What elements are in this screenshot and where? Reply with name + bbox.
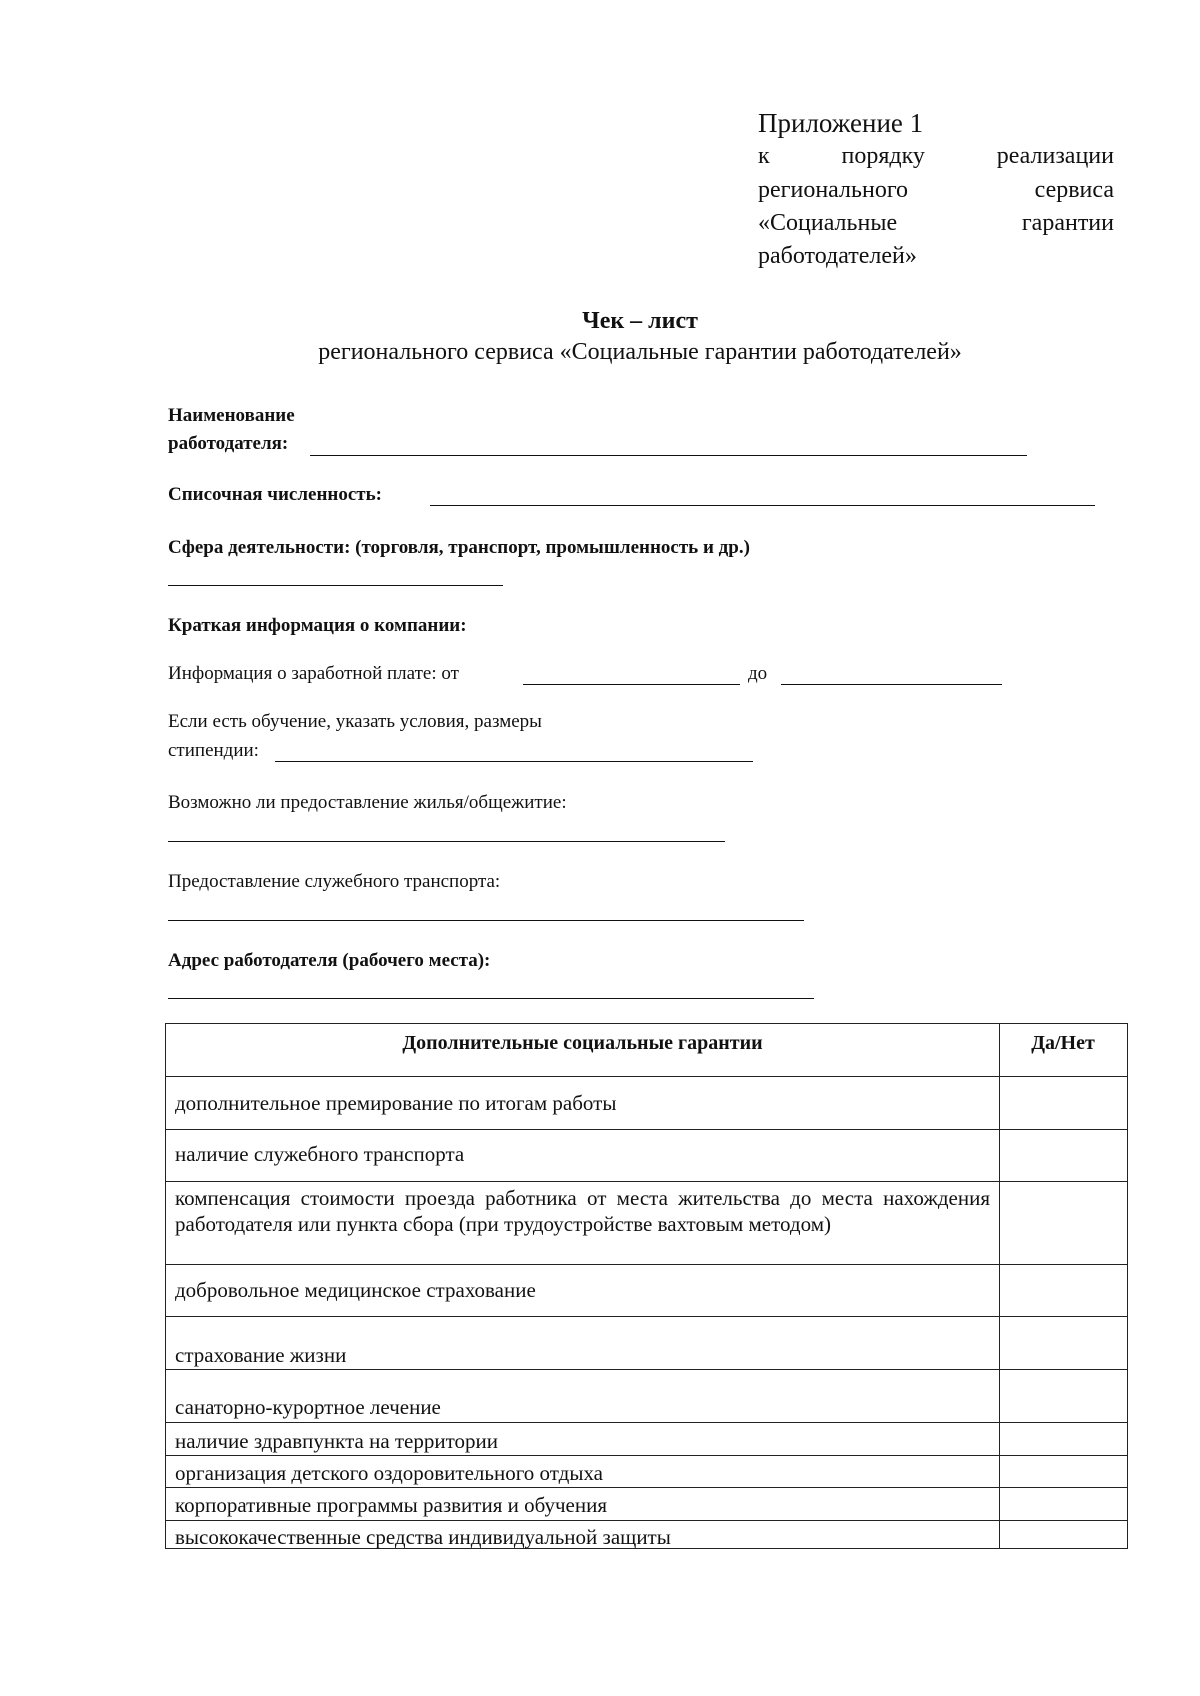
appendix-word: реализации	[996, 143, 1114, 169]
answer-cell-life-insurance[interactable]	[1001, 1318, 1127, 1368]
answer-cell-medical-insurance[interactable]	[1001, 1266, 1127, 1315]
answer-cell-protective-equipment[interactable]	[1001, 1522, 1127, 1548]
table-row-border	[166, 1369, 1127, 1370]
appendix-word: гарантии	[1021, 210, 1114, 236]
table-row-transport: наличие служебного транспорта	[175, 1142, 465, 1166]
table-header-guarantee: Дополнительные социальные гарантии	[402, 1032, 763, 1054]
answer-cell-transport[interactable]	[1001, 1131, 1127, 1180]
appendix-line-2	[758, 177, 1114, 204]
appendix-word: сервиса	[1034, 177, 1114, 203]
appendix-word: «Социальные	[758, 210, 898, 236]
salary-from-field[interactable]	[523, 684, 740, 685]
table-row-protective-equipment: высококачественные средства индивидуальной защиты	[175, 1525, 671, 1549]
transport-label: Предоставление служебного транспорта:	[168, 871, 501, 892]
housing-label: Возможно ли предоставление жилья/общежитие:	[168, 792, 567, 813]
appendix-word: работодателей»	[758, 243, 917, 269]
appendix-title: Приложение 1	[758, 108, 924, 138]
table-row-premium: дополнительное премирование по итогам работы	[175, 1091, 617, 1115]
guarantees-table	[165, 1023, 1128, 1549]
training-field[interactable]	[275, 761, 753, 762]
page-title: Чек – лист	[582, 308, 698, 334]
appendix-line-3	[758, 210, 1114, 237]
activity-field[interactable]	[168, 585, 503, 586]
answer-cell-first-aid[interactable]	[1001, 1424, 1127, 1454]
headcount-field[interactable]	[430, 505, 1095, 506]
table-row-training-programs: корпоративные программы развития и обучения	[175, 1493, 607, 1517]
answer-cell-premium[interactable]	[1001, 1078, 1127, 1128]
appendix-word: к	[758, 143, 770, 169]
appendix-line-4	[758, 243, 1114, 270]
table-row-travel-compensation: компенсация стоимости проезда работника от места жительства до места нахождения работодателя или пункта сбора (при трудоустройстве вахтовым методом)	[175, 1186, 990, 1236]
table-row-first-aid: наличие здравпункта на территории	[175, 1429, 498, 1453]
answer-cell-training-programs[interactable]	[1001, 1489, 1127, 1519]
appendix-line-1	[758, 143, 1114, 170]
table-row-border	[166, 1264, 1127, 1265]
headcount-label: Списочная численность:	[168, 484, 382, 505]
address-field[interactable]	[168, 998, 814, 999]
table-column-divider	[999, 1024, 1000, 1548]
employer-name-label-1: Наименование	[168, 405, 295, 426]
housing-field[interactable]	[168, 841, 725, 842]
training-label-1: Если есть обучение, указать условия, размеры	[168, 711, 542, 732]
table-header-answer: Да/Нет	[1031, 1032, 1095, 1054]
company-info-label: Краткая информация о компании:	[168, 615, 467, 636]
table-row-border	[166, 1520, 1127, 1521]
appendix-word: регионального	[758, 177, 909, 203]
transport-field[interactable]	[168, 920, 804, 921]
table-row-border	[166, 1487, 1127, 1488]
activity-label: Сфера деятельности: (торговля, транспорт, промышленность и др.)	[168, 537, 750, 558]
table-row-border	[166, 1455, 1127, 1456]
table-row-children-recreation: организация детского оздоровительного отдыха	[175, 1461, 603, 1485]
training-label-2: стипендии:	[168, 740, 259, 761]
table-row-border	[166, 1422, 1127, 1423]
answer-cell-sanatorium[interactable]	[1001, 1371, 1127, 1421]
table-row-border	[166, 1129, 1127, 1130]
page-subtitle: регионального сервиса «Социальные гарантии работодателей»	[318, 339, 962, 365]
table-row-border	[166, 1181, 1127, 1182]
employer-name-field[interactable]	[310, 455, 1027, 456]
table-row-medical-insurance: добровольное медицинское страхование	[175, 1278, 536, 1302]
employer-name-label-2: работодателя:	[168, 433, 289, 454]
table-row-sanatorium: санаторно-курортное лечение	[175, 1395, 441, 1419]
salary-label: Информация о заработной плате: от	[168, 663, 459, 684]
salary-to-field[interactable]	[781, 684, 1002, 685]
salary-to-label: до	[748, 663, 768, 684]
appendix-word: порядку	[841, 143, 925, 169]
table-row-life-insurance: страхование жизни	[175, 1343, 347, 1367]
answer-cell-travel-compensation[interactable]	[1001, 1183, 1127, 1263]
table-row-border	[166, 1076, 1127, 1077]
address-label: Адрес работодателя (рабочего места):	[168, 950, 491, 971]
table-row-border	[166, 1316, 1127, 1317]
answer-cell-children-recreation[interactable]	[1001, 1457, 1127, 1486]
